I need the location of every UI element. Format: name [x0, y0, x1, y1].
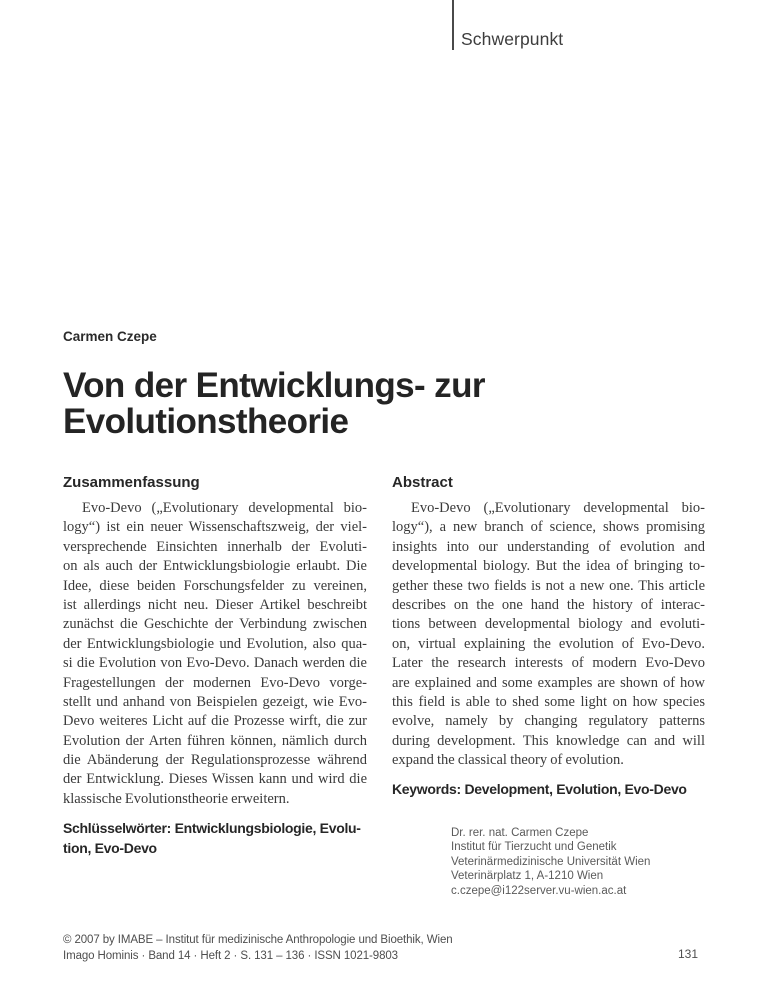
abstract-english-text-line: Evo-Devo („Evolutionary developmental bio-	[411, 500, 705, 516]
contact-block	[451, 826, 650, 898]
abstract-english-heading: Abstract	[392, 474, 453, 491]
author-name: Carmen Czepe	[63, 329, 157, 344]
abstract-german-text-line: der Entwicklung. Dieses Wissen kann und wird die	[63, 771, 367, 788]
abstract-german-text-line: der Entwicklungsbiologie und Evolution, also qua-	[63, 635, 367, 652]
contact-line: Dr. rer. nat. Carmen Czepe	[451, 827, 589, 839]
footer	[63, 933, 453, 964]
contact-line: Institut für Tierzucht und Genetik	[451, 841, 617, 854]
keywords-english	[392, 780, 705, 800]
abstract-english-text-line: on, virtual explaining the evolution of Evo-Devo.	[392, 635, 705, 652]
abstract-english-text-line: logy“), a new branch of science, shows promising	[392, 519, 705, 536]
abstract-german-text-line: Idee, diese beiden Forschungsfelder zu vereinen,	[63, 577, 367, 594]
abstract-german-text-line: logy“) ist ein neuer Wissenschaftszweig, der viel-	[63, 519, 367, 536]
abstract-german-text-line: klassische Evolutionstheorie erweitern.	[63, 790, 290, 807]
keywords-german-line: tion, Evo-Devo	[63, 839, 157, 856]
contact-line: c.czepe@i122server.vu-wien.ac.at	[451, 884, 627, 897]
keywords-english-line: Keywords: Development, Evolution, Evo-Devo	[392, 781, 687, 798]
abstract-english-text-line: are explained and some examples are shown of how	[392, 674, 705, 691]
abstract-german-text-line: stellt und anhand von Beispielen gezeigt, wie Evo-	[63, 693, 367, 710]
abstract-german-text-line: versprechende Einsichten innerhalb der Evoluti-	[63, 538, 367, 555]
abstract-english-text-line: evolve, namely by changing regulatory patterns	[392, 713, 705, 730]
abstract-german-column	[63, 475, 367, 858]
abstract-english-text-line: this field is able to shed some light on how species	[392, 693, 705, 710]
article-title-line: Evolutionstheorie	[63, 402, 349, 441]
abstract-german-heading: Zusammenfassung	[63, 474, 200, 491]
section-label: Schwerpunkt	[461, 29, 564, 49]
footer-journal-line: Imago Hominis · Band 14 · Heft 2 · S. 131 – 136 · ISSN 1021-9803	[63, 949, 398, 962]
footer-copyright-line: © 2007 by IMABE – Institut für medizinische Anthropologie und Bioethik, Wien	[63, 934, 453, 946]
abstract-german-text-line: Fragestellungen der modernen Evo-Devo vorge-	[63, 674, 367, 691]
abstract-german-text-line: Evo-Devo („Evolutionary developmental bio-	[82, 500, 367, 516]
contact-line: Veterinärmedizinische Universität Wien	[451, 855, 651, 868]
keywords-german-line: Schlüsselwörter: Entwicklungsbiologie, Evolu-	[63, 820, 361, 837]
keywords-german	[63, 819, 367, 858]
abstract-german-text-line: ist allerdings nicht neu. Dieser Artikel beschreibt	[63, 596, 367, 613]
article-title	[63, 368, 485, 440]
abstract-english-column	[392, 475, 705, 800]
article-title-line: Von der Entwicklungs- zur	[63, 366, 485, 405]
abstract-german-text-line: Devo weiteres Licht auf die Prozesse wirft, die zur	[63, 713, 367, 730]
abstract-english-text-line: during development. This knowledge can and will	[392, 732, 705, 749]
abstract-english-text-line: describes on the one hand the history of interac-	[392, 596, 705, 613]
abstract-german-text-line: Evolution der Arten führen können, nämlich durch	[63, 732, 367, 749]
abstract-english-body	[392, 499, 705, 770]
abstract-german-body	[63, 499, 367, 809]
abstract-english-text-line: Later the research interests of modern Evo-Devo	[392, 655, 705, 672]
abstract-english-text-line: tions between developmental biology and evoluti-	[392, 616, 705, 633]
abstract-german-text-line: zunächst die Geschichte der Verbindung zwischen	[63, 616, 367, 633]
abstract-german-text-line: on als auch der Entwicklungsbiologie erlaubt. Die	[63, 558, 367, 575]
abstract-english-text-line: expand the classical theory of evolution.	[392, 752, 624, 769]
page-number: 131	[678, 947, 699, 961]
abstract-english-text-line: gether these two fields is not a new one. This article	[392, 577, 705, 594]
abstract-german-text-line: die Abänderung der Regulationsprozesse während	[63, 752, 367, 769]
header-divider-rule	[452, 0, 454, 50]
abstract-english-text-line: developmental biology. But the idea of bringing to-	[392, 558, 705, 575]
abstract-german-text-line: si die Evolution von Evo-Devo. Danach werden die	[63, 655, 367, 672]
abstract-english-text-line: insights into our understanding of evolution and	[392, 538, 705, 555]
contact-line: Veterinärplatz 1, A-1210 Wien	[451, 870, 604, 883]
